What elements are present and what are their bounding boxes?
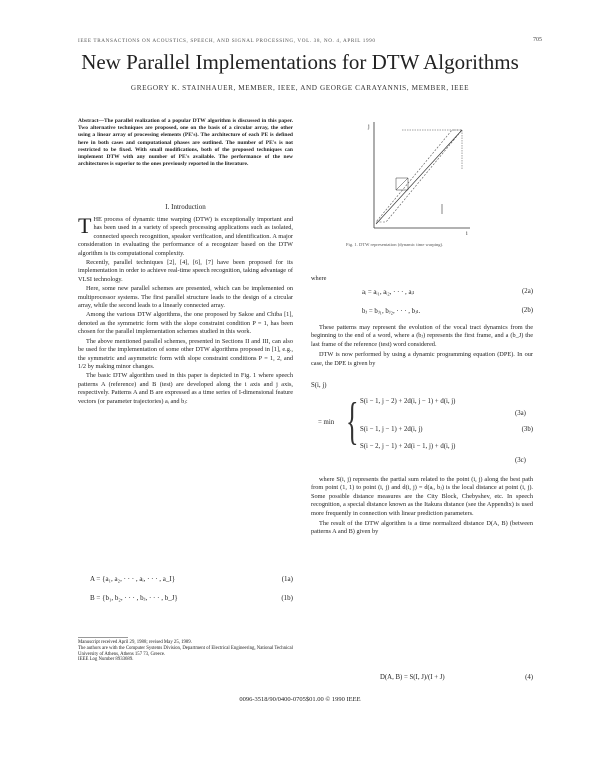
footnote	[78, 637, 293, 663]
abstract: Abstract—The parallel realization of a popular DTW algorithm is discussed in this paper. Two alternative techniques are proposed, one on the basis of a circular array, the other using a linear array of processing elements (PE's). The architecture of each PE is defined here in both cases and computational phases are outlined. The number of PE's is not restricted to be fixed. With small modifications, both of the proposed techniques can implement DTW with any number of PE's available. The performance of the new architectures is superior to the ones previously reported in the literature.	[78, 118, 293, 168]
figure-1-caption: Fig. 1. DTW representation (dynamic time warping).	[346, 242, 444, 247]
dpe-lhs: S(i, j)	[311, 382, 327, 389]
footnote-received: Manuscript received April 29, 1988; revised May 25, 1989.	[78, 640, 192, 645]
equation-2b-body: bⱼ = bⱼ₁, bⱼ₂, · · · , bⱼₗ.	[362, 308, 421, 315]
equation-2a-number: (2a)	[522, 288, 533, 295]
figure-1-dtw-grid	[362, 118, 474, 238]
equation-1a-body: A = {a₁, a₂, · · · , aᵢ, · · · , a_I}	[90, 575, 176, 583]
intro-paragraph-4: Among the various DTW algorithms, the one proposed by Sakoe and Chiba [1], denoted as the symmetric form with the slope constraint condition P = 1, has been chosen for the parallel implementation schemes studied in this work.	[78, 311, 293, 336]
copyright-line: 0096-3518/90/0400-0705$01.00 © 1990 IEEE	[239, 696, 361, 703]
equation-1b-body: B = {b₁, b₂, · · · , bⱼ, · · · , b_J}	[90, 594, 178, 602]
footnote-log-number: IEEE Log Number 8933689.	[78, 657, 134, 663]
page-number: 705	[533, 37, 542, 43]
equation-1a-number: (1a)	[281, 575, 293, 583]
where-label: where	[311, 275, 327, 282]
section-heading-introduction: I. Introduction	[165, 203, 206, 211]
right-paragraph-1: These patterns may represent the evolution of the vocal tract dynamics from the beginning to the end of a word, where a (bⱼ) represents the first frame, and a (b_J) the last frame of the reference (test) word considered.	[311, 324, 533, 348]
equation-3a-body: S(i − 1, j − 2) + 2d(i, j − 1) + d(i, j)	[360, 398, 456, 405]
equation-3c-number: (3c)	[515, 457, 526, 464]
diagonal-path	[376, 130, 462, 224]
local-path-line	[396, 178, 408, 190]
dpe-min: = min	[318, 419, 335, 426]
dpe-brace: {	[346, 393, 359, 450]
i-axis-label: i	[466, 231, 468, 237]
intro-paragraph-3: Here, some new parallel schemes are presented, which can be implemented on multiprocessor systems. The first parallel structure leads to the design of a circular array, while the second leads to a linearly connected array.	[78, 285, 293, 310]
intro-paragraph-6: The basic DTW algorithm used in this paper is depicted in Fig. 1 where speech patterns A (reference) and B (test) are developed along the i axis and j axis, respectively. Patterns A and B are expressed as a time series of I-dimensional feature vectors (or parameter trajectories) aᵢ and bⱼ:	[78, 372, 293, 405]
introduction-body	[78, 213, 293, 407]
equation-4-number: (4)	[525, 674, 533, 681]
equation-3b-body: S(i − 1, j − 1) + 2d(i, j)	[360, 426, 423, 433]
equation-3a-number: (3a)	[515, 410, 526, 417]
footnote-rule	[78, 637, 128, 638]
author-line: GREGORY K. STAINHAUER, MEMBER, IEEE, AND GEORGE CARAYANNIS, MEMBER, IEEE	[130, 84, 470, 92]
right-paragraph-4: The result of the DTW algorithm is a time normalized distance D(A, B) (between patterns A and B) given by	[311, 520, 533, 536]
intro-paragraph-5: The above mentioned parallel schemes, presented in Sections II and III, can also be used for the implementation of some other DTW algorithms proposed in [1], e.g., the symmetric and asymmetric form with slope constraint conditions P = 1, 2, and 1/2 by making minor changes.	[78, 337, 293, 370]
right-paragraph-2: DTW is now performed by using a dynamic programming equation (DPE). In our case, the DPE is given by	[311, 351, 533, 367]
equation-2b-number: (2b)	[521, 307, 533, 314]
equation-3c-body: S(i − 2, j − 1) + 2d(i − 1, j) + d(i, j)	[360, 443, 456, 450]
intro-paragraph-1: HE process of dynamic time warping (DTW) is exceptionally important and has been used in a variety of speech processing applications such as isolated, connected speech recognition, speaker verification, and identification. A major consideration in evaluating the performance of a recognizer based on the DTW algorithm is its computational complexity.	[78, 216, 293, 257]
dropcap: T	[78, 213, 92, 238]
equation-1b-number: (1b)	[281, 594, 293, 602]
right-paragraph-3: where S(i, j) represents the partial sum related to the point (i, j) along the best path from point (1, 1) to point (i, j) and d(i, j) = d(aᵢ, bⱼ) is the local distance at point (i, j). Some possible distance measures are the City Block, Chebyshev, etc. In speech recognition, a special distance known as the Itakura distance (see the Appendix) is used more frequently in connection with linear prediction parameters.	[311, 476, 533, 517]
right-text-block-2	[311, 476, 533, 539]
j-axis-label: j	[368, 124, 370, 130]
intro-paragraph-2: Recently, parallel techniques [2], [4], [6], [7] have been proposed for its implementation in order to achieve real-time speech recognition, taking advantage of VLSI technology.	[78, 259, 293, 283]
equation-4-body: D(A, B) = S(I, J)/(I + J)	[380, 674, 445, 681]
equation-3b-number: (3b)	[521, 426, 533, 433]
paper-title: New Parallel Implementations for DTW Algorithms	[81, 50, 519, 74]
equation-2a-body: aᵢ = aᵢ₁, aᵢ₂, · · · , aᵢₗ	[362, 289, 415, 296]
running-head: IEEE TRANSACTIONS ON ACOUSTICS, SPEECH, AND SIGNAL PROCESSING, VOL. 38, NO. 4, APRIL 1990	[78, 38, 376, 44]
right-text-block-1	[311, 324, 533, 370]
footnote-affiliation: The authors are with the Computer Systems Division, Department of Electrical Engineering, National Technical University of Athens, Athens 157 73, Greece.	[78, 645, 293, 657]
